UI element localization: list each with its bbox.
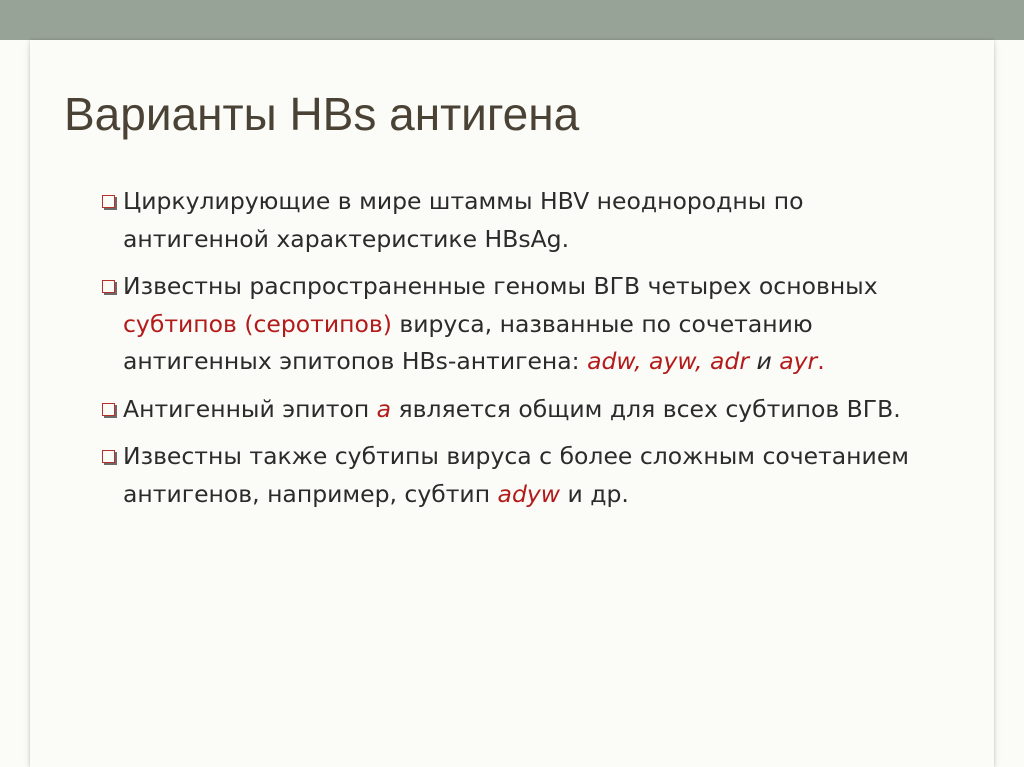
bullet-item-3 (102, 391, 942, 429)
bullet-text: является общим для всех субтипов ВГВ. (391, 394, 901, 423)
highlight-subtypes: субтипов (серотипов) (123, 309, 392, 338)
highlight-subtype-list: adw, ayw, adr (587, 347, 749, 375)
bullet-list (102, 183, 942, 523)
checkbox-bullet-icon (102, 450, 115, 463)
bullet-text: вируса, названные по сочетанию антигенных эпитопов HBs-антигена: (123, 309, 813, 375)
bullet-text: Известны также субтипы вируса с более сложным сочетанием антигенов, например, субтип (123, 442, 909, 508)
bullet-item-4 (102, 438, 942, 513)
highlight-subtype-ayr: ayr (779, 347, 818, 375)
bullet-text: Циркулирующие в мире штаммы HBV неоднородны по антигенной характеристике HBsAg. (123, 187, 804, 253)
bullet-item-2 (102, 268, 942, 381)
bullet-text-end: . (817, 347, 825, 375)
checkbox-bullet-icon (102, 280, 115, 293)
bullet-conjunction: и (748, 347, 780, 375)
slide-title: Варианты HBs антигена (64, 88, 580, 140)
checkbox-bullet-icon (102, 403, 115, 416)
bullet-text: Известны распространенные геномы ВГВ четырех основных (123, 272, 878, 300)
bullet-item-1 (102, 183, 942, 258)
bullet-text: Антигенный эпитоп (123, 394, 377, 423)
highlight-epitope-a: a (376, 394, 392, 423)
checkbox-bullet-icon (102, 195, 115, 208)
highlight-subtype-adyw: adyw (497, 479, 560, 508)
top-band (0, 0, 1024, 40)
bullet-text: и др. (560, 479, 629, 508)
